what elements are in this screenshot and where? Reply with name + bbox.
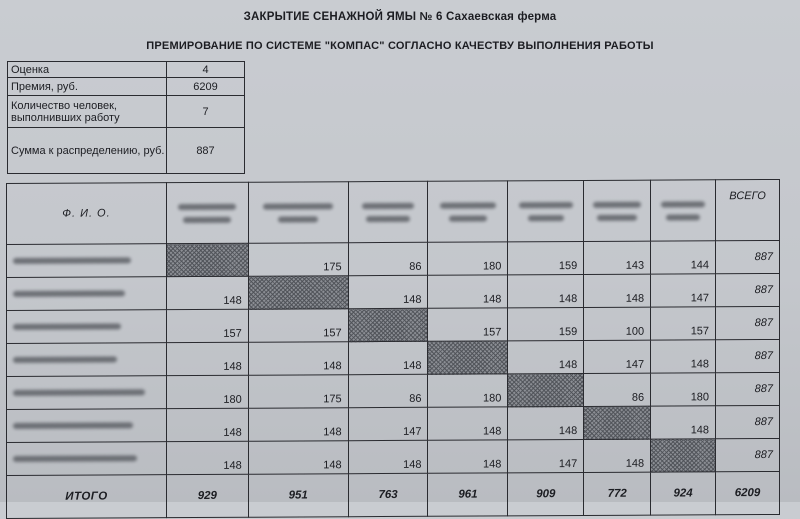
- redacted-name: [7, 343, 167, 377]
- table-cell: 159: [508, 307, 584, 340]
- row-total: 887: [716, 339, 780, 372]
- summary-label: Оценка: [8, 62, 167, 78]
- row-total: 887: [716, 273, 780, 306]
- table-row: [7, 273, 780, 310]
- table-cell: 148: [348, 440, 428, 473]
- self-cell: [508, 373, 584, 406]
- table-cell: 148: [248, 441, 348, 475]
- table-cell: 175: [248, 375, 348, 409]
- table-cell: 180: [166, 375, 248, 408]
- document-subtitle: ПРЕМИРОВАНИЕ ПО СИСТЕМЕ "КОМПАС" СОГЛАСНО КАЧЕСТВУ ВЫПОЛНЕНИЯ РАБОТЫ: [146, 40, 654, 52]
- table-cell: 180: [428, 242, 508, 275]
- table-cell: 180: [651, 373, 716, 406]
- table-row: [7, 405, 780, 442]
- table-cell: 147: [584, 340, 651, 373]
- self-cell: [348, 308, 428, 341]
- redacted-name: [7, 244, 167, 278]
- table-cell: 147: [508, 439, 584, 472]
- document-title: ЗАКРЫТИЕ СЕНАЖНОЙ ЯМЫ № 6 Сахаевская ферма: [243, 11, 557, 23]
- table-cell: 148: [508, 340, 584, 373]
- table-cell: 148: [508, 406, 584, 439]
- table-cell: 86: [348, 374, 428, 407]
- summary-value: 7: [167, 96, 245, 128]
- table-cell: 147: [348, 407, 428, 440]
- self-cell: [584, 406, 651, 439]
- summary-value: 887: [167, 128, 245, 174]
- summary-label: Количество человек, выполнивших работу: [8, 96, 167, 128]
- table-cell: 147: [651, 274, 716, 307]
- self-cell: [651, 439, 716, 472]
- table-cell: 148: [651, 340, 716, 373]
- table-cell: 157: [651, 307, 716, 340]
- table-cell: 175: [248, 243, 348, 277]
- table-cell: 157: [248, 309, 348, 343]
- table-cell: 157: [428, 308, 508, 341]
- table-cell: 148: [166, 276, 248, 309]
- redacted-name-header: [166, 182, 248, 243]
- redacted-name-header: [651, 180, 716, 241]
- column-total: 929: [166, 474, 248, 517]
- table-cell: 148: [428, 407, 508, 440]
- summary-label: Сумма к распределению, руб.: [8, 128, 167, 174]
- redacted-name-header: [428, 181, 508, 242]
- redacted-name: [7, 409, 167, 443]
- table-cell: 159: [508, 241, 584, 274]
- table-cell: 148: [166, 408, 248, 441]
- redacted-name: [7, 310, 167, 344]
- total-header: ВСЕГО: [716, 179, 780, 240]
- summary-table: [7, 61, 245, 174]
- column-total: 763: [348, 473, 428, 516]
- redacted-name: [7, 376, 167, 410]
- summary-value: 4: [167, 62, 245, 78]
- table-row: [7, 372, 780, 409]
- redacted-name-header: [584, 180, 651, 241]
- table-cell: 148: [651, 406, 716, 439]
- row-total: 887: [716, 405, 780, 438]
- table-cell: 148: [348, 275, 428, 308]
- distribution-table: [6, 179, 780, 519]
- table-row: [7, 240, 780, 277]
- header-row: [7, 179, 780, 244]
- row-total: 887: [716, 438, 780, 471]
- table-row: [7, 438, 780, 475]
- footer-label: ИТОГО: [7, 475, 167, 519]
- redacted-name-header: [508, 180, 584, 241]
- footer-row: [7, 471, 780, 518]
- fio-header: Ф. И. О.: [7, 183, 167, 245]
- redacted-name-header: [248, 182, 348, 244]
- table-cell: 100: [584, 307, 651, 340]
- table-cell: 180: [428, 374, 508, 407]
- table-cell: 148: [166, 342, 248, 375]
- table-cell: 148: [248, 342, 348, 376]
- redacted-name: [7, 442, 167, 476]
- grand-total: 6209: [716, 471, 780, 514]
- row-total: 887: [716, 372, 780, 405]
- self-cell: [166, 243, 248, 276]
- table-cell: 157: [166, 309, 248, 342]
- table-cell: 86: [348, 242, 428, 275]
- table-cell: 148: [248, 408, 348, 442]
- redacted-name: [7, 277, 167, 311]
- self-cell: [248, 276, 348, 310]
- table-cell: 148: [348, 341, 428, 374]
- column-total: 961: [428, 473, 508, 516]
- table-cell: 148: [508, 274, 584, 307]
- table-cell: 144: [651, 241, 716, 274]
- row-total: 887: [716, 240, 780, 273]
- table-row: [7, 306, 780, 343]
- table-cell: 148: [584, 439, 651, 472]
- self-cell: [428, 341, 508, 374]
- column-total: 909: [508, 472, 584, 515]
- summary-value: 6209: [167, 78, 245, 96]
- summary-label: Премия, руб.: [8, 78, 167, 96]
- table-cell: 148: [584, 274, 651, 307]
- table-cell: 148: [428, 440, 508, 473]
- table-cell: 148: [166, 441, 248, 474]
- table-row: [7, 339, 780, 376]
- table-cell: 86: [584, 373, 651, 406]
- column-total: 924: [651, 472, 716, 515]
- table-cell: 143: [584, 241, 651, 274]
- redacted-name-header: [348, 181, 428, 242]
- row-total: 887: [716, 306, 780, 339]
- table-cell: 148: [428, 275, 508, 308]
- column-total: 951: [248, 474, 348, 518]
- column-total: 772: [584, 472, 651, 515]
